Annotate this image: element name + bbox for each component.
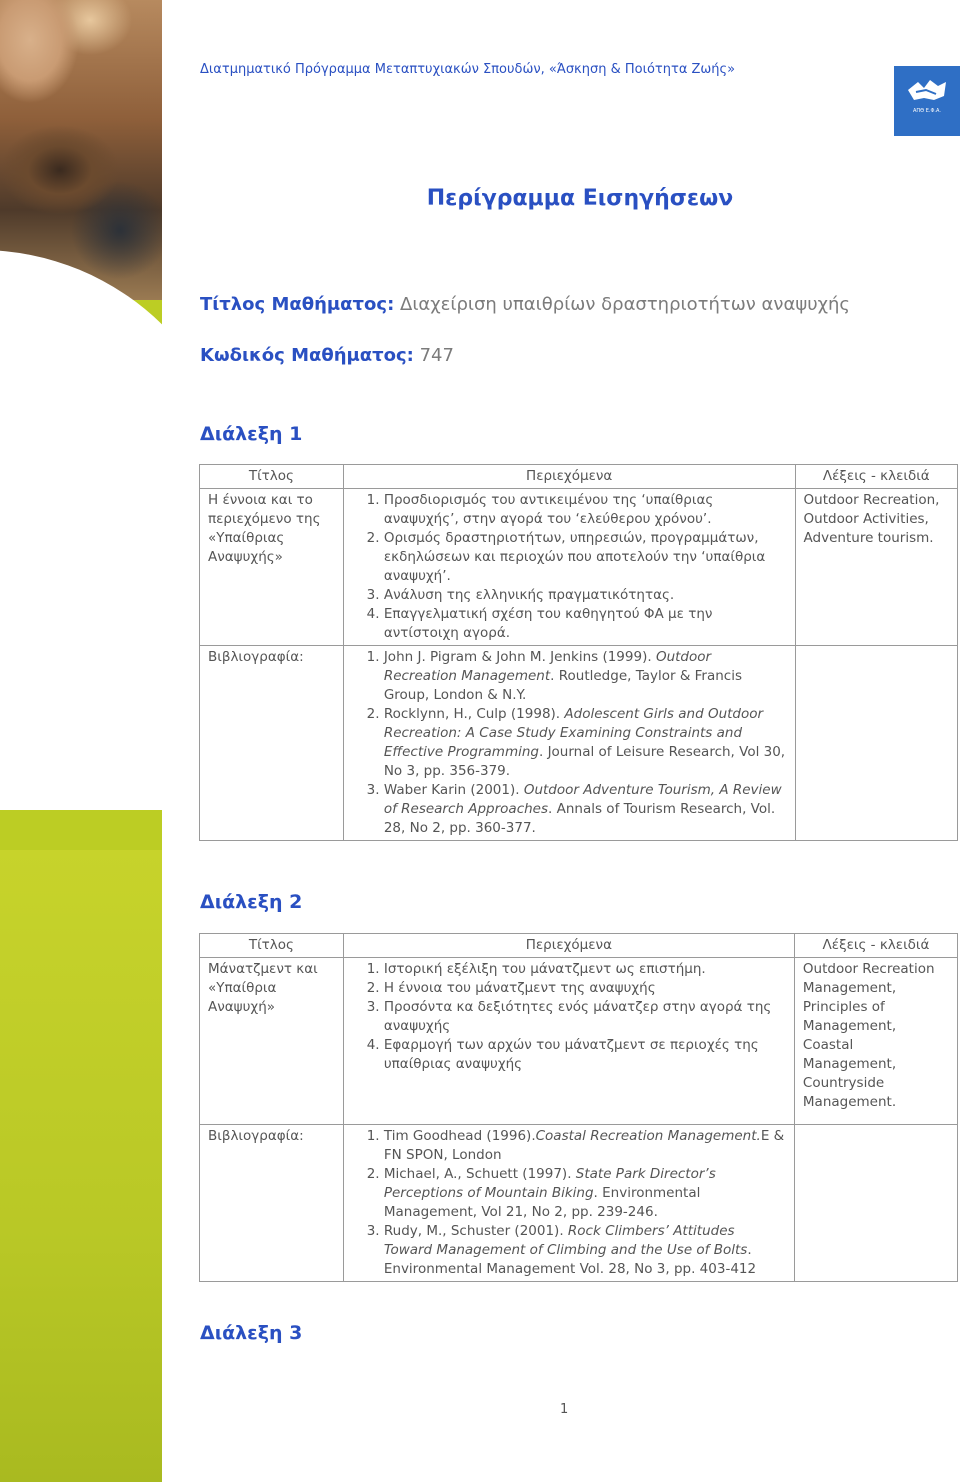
- bibliography-item: 1. Tim Goodhead (1996).Coastal Recreation Management.E & FN SPON, London: [384, 1127, 786, 1165]
- list-item: 3. Προσόντα κα δεξιότητες ενός μάνατζερ στην αγορά της αναψυχής: [384, 998, 786, 1036]
- list-item: 4. Εφαρμογή των αρχών του μάνατζμεντ σε περιοχές της υπαίθριας αναψυχής: [384, 1036, 786, 1074]
- table-header-row: [200, 465, 958, 489]
- bibliography-item: 2. Rocklynn, H., Culp (1998). Adolescent Girls and Outdoor Recreation: A Case Study Examining Constraints and Effective Programming. Journal of Leisure Research, Vol 30, No 3, pp. 356-379.: [384, 705, 787, 781]
- course-title: [200, 294, 850, 315]
- table-header-row: [200, 934, 958, 958]
- lecture-contents: [343, 489, 795, 646]
- lecture-title: Μάνατζμεντ και «Υπαίθρια Αναψυχή»: [200, 958, 344, 1125]
- list-item: 2. Ορισμός δραστηριοτήτων, υπηρεσιών, προγραμμάτων, εκδηλώσεων και περιοχών που αποτελούν την ‘υπαίθρια αναψυχή’.: [384, 529, 787, 586]
- logo-text: ΑΠΘ Ε.Φ.Α.: [913, 108, 941, 114]
- page-number: 1: [560, 1402, 569, 1417]
- column-header-title: Τίτλος: [200, 934, 344, 958]
- bibliography-item: 1. John J. Pigram & John M. Jenkins (1999). Outdoor Recreation Management. Routledge, Taylor & Francis Group, London & N.Y.: [384, 648, 787, 705]
- table-row: [200, 489, 958, 646]
- university-logo: [894, 66, 960, 136]
- table-row: [200, 1125, 958, 1282]
- lecture-heading: Διάλεξη 1: [200, 423, 303, 445]
- column-header-title: Τίτλος: [200, 465, 344, 489]
- logo-emblem-icon: [894, 66, 960, 136]
- list-item: 1. Ιστορική εξέλιξη του μάνατζμεντ ως επιστήμη.: [384, 960, 786, 979]
- course-code-label: Κωδικός Μαθήματος:: [200, 345, 414, 366]
- course-title-value: Διαχείριση υπαιθρίων δραστηριοτήτων αναψυχής: [400, 294, 850, 315]
- page-title: Περίγραμμα Εισηγήσεων: [426, 186, 734, 211]
- table-row: [200, 958, 958, 1125]
- column-header-keywords: Λέξεις - κλειδιά: [795, 465, 957, 489]
- list-item: 2. Η έννοια του μάνατζμεντ της αναψυχής: [384, 979, 786, 998]
- bibliography-item: 2. Michael, A., Schuett (1997). State Park Director’s Perceptions of Mountain Biking. Environmental Management, Vol 21, No 2, pp. 239-246.: [384, 1165, 786, 1222]
- lecture-heading: Διάλεξη 2: [200, 891, 303, 913]
- lecture-contents: [343, 958, 794, 1125]
- bibliography-list: [343, 1125, 794, 1282]
- column-header-keywords: Λέξεις - κλειδιά: [794, 934, 957, 958]
- bibliography-list: [343, 646, 795, 841]
- lecture-keywords: Outdoor Recreation Management, Principles of Management, Coastal Management, Countryside Management.: [794, 958, 957, 1125]
- table-row: [200, 646, 958, 841]
- course-code: [200, 345, 454, 366]
- decorative-sidebar: [0, 0, 162, 1482]
- column-header-content: Περιεχόμενα: [343, 465, 795, 489]
- list-item: 3. Ανάλυση της ελληνικής πραγματικότητας.: [384, 586, 787, 605]
- lecture-keywords: Outdoor Recreation, Outdoor Activities, Adventure tourism.: [795, 489, 957, 646]
- course-title-label: Τίτλος Μαθήματος:: [200, 294, 395, 315]
- bibliography-label: Βιβλιογραφία:: [200, 646, 344, 841]
- lecture-table: [199, 464, 958, 841]
- lecture-title: Η έννοια και το περιεχόμενο της «Υπαίθριας Αναψυχής»: [200, 489, 344, 646]
- program-name: Διατμηματικό Πρόγραμμα Μεταπτυχιακών Σπουδών, «Άσκηση & Ποιότητα Ζωής»: [200, 62, 736, 77]
- list-item: 4. Επαγγελματική σχέση του καθηγητού ΦΑ με την αντίστοιχη αγορά.: [384, 605, 787, 643]
- course-code-value: 747: [419, 345, 454, 366]
- bibliography-item: 3. Waber Karin (2001). Outdoor Adventure Tourism, A Review of Research Approaches. Annals of Tourism Research, Vol. 28, No 2, pp. 360-377.: [384, 781, 787, 838]
- bibliography-label: Βιβλιογραφία:: [200, 1125, 344, 1282]
- lecture-heading: Διάλεξη 3: [200, 1322, 303, 1344]
- column-header-content: Περιεχόμενα: [343, 934, 794, 958]
- list-item: 1. Προσδιορισμός του αντικειμένου της ‘υπαίθριας αναψυχής’, στην αγορά του ‘ελεύθερου χρόνου’.: [384, 491, 787, 529]
- lecture-table: [199, 933, 958, 1282]
- bibliography-item: 3. Rudy, M., Schuster (2001). Rock Climbers’ Attitudes Toward Management of Climbing and the Use of Bolts. Environmental Management Vol. 28, No 3, pp. 403-412: [384, 1222, 786, 1279]
